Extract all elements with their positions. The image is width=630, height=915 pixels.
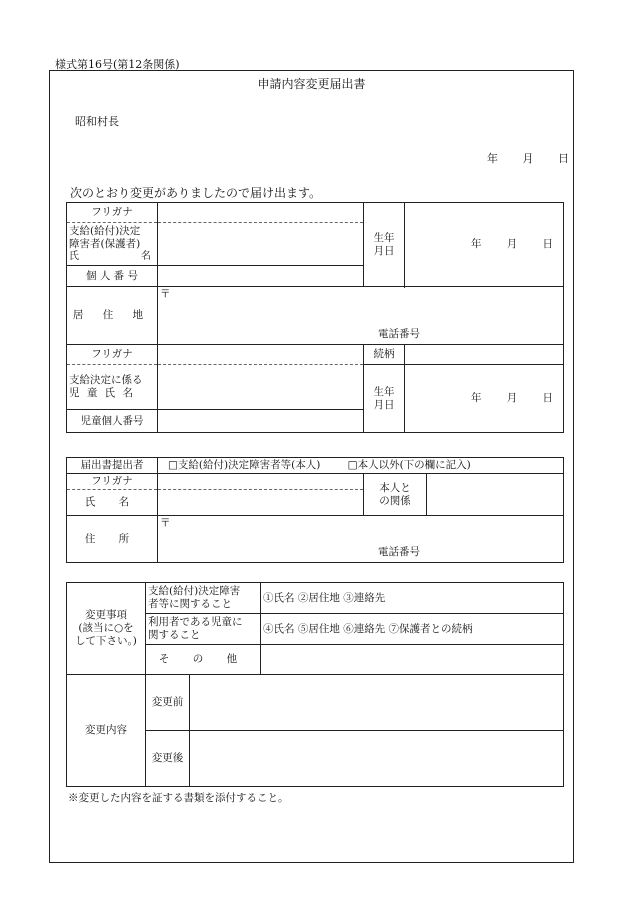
child-relation-field[interactable]: [405, 345, 564, 365]
form-title: 申請内容変更届出書: [257, 77, 366, 91]
change-row3-field[interactable]: [261, 645, 564, 675]
change-row3-label: そ の 他: [146, 645, 261, 675]
applicant-number-label: 個 人 番 号: [67, 266, 158, 287]
child-relation-label: 続柄: [364, 345, 405, 365]
submitter-label: 届出書提出者: [67, 458, 158, 474]
applicant-table: [66, 202, 564, 433]
applicant-address-label: 居 住 地: [67, 287, 158, 345]
footer-note: ※変更した内容を証する書類を添付すること。: [68, 792, 289, 804]
date-month: 月: [522, 152, 534, 165]
addressee: 昭和村長: [75, 115, 119, 128]
child-name-label: 支給決定に係る 児 童 氏 名: [67, 365, 158, 410]
phone-label: 電話番号: [378, 328, 420, 340]
changes-table: [66, 582, 564, 787]
submitter-table: [66, 457, 564, 563]
change-row1-label: 支給(給付)決定障害 者等に関すること: [146, 583, 261, 614]
child-furigana-label: フリガナ: [67, 345, 158, 365]
applicant-number-field[interactable]: [158, 266, 364, 287]
submitter-name-label: 氏 名: [67, 490, 158, 516]
after-field[interactable]: [190, 731, 564, 787]
change-row2-options[interactable]: ④氏名 ⑤居住地 ⑥連絡先 ⑦保護者との続柄: [261, 614, 564, 645]
applicant-furigana-label: フリガナ: [67, 203, 158, 223]
submitter-relation-label: 本人と の関係: [364, 474, 427, 516]
submission-date[interactable]: [487, 150, 569, 166]
child-number-label: 児童個人番号: [67, 410, 158, 433]
applicant-name-label: 支給(給付)決定 障害者(保護者) 氏 名: [67, 223, 158, 266]
child-name-field[interactable]: [158, 365, 364, 410]
submitter-relation-field[interactable]: [427, 474, 564, 516]
child-birth-label: 生年 月日: [364, 365, 405, 433]
submitter-postal-mark: 〒: [160, 517, 171, 529]
submitter-furigana-field[interactable]: [158, 474, 364, 490]
change-row2-label: 利用者である児童に 関すること: [146, 614, 261, 645]
applicant-birth-label: 生年 月日: [364, 203, 405, 287]
date-year: 年: [487, 152, 498, 165]
applicant-furigana-field[interactable]: [158, 203, 364, 223]
form-number: 様式第16号(第12条関係): [55, 58, 180, 71]
change-row1-options[interactable]: ①氏名 ②居住地 ③連絡先: [261, 583, 564, 614]
before-label: 変更前: [146, 675, 190, 731]
child-number-field[interactable]: [158, 410, 364, 433]
option-self-checkbox[interactable]: □支給(給付)決定障害者等(本人): [168, 459, 321, 471]
intro-text: 次のとおり変更がありましたので届け出ます。: [70, 186, 322, 200]
applicant-name-field[interactable]: [158, 223, 364, 266]
submitter-options: [158, 458, 564, 474]
applicant-address-field[interactable]: [158, 287, 564, 345]
submitter-address-label: 住 所: [67, 516, 158, 563]
change-content-label: 変更内容: [67, 675, 146, 787]
change-items-label: 変更事項 (該当に○を して下さい。): [67, 583, 146, 675]
submitter-furigana-label: フリガナ: [67, 474, 158, 490]
submitter-phone-label: 電話番号: [378, 546, 420, 558]
child-furigana-field[interactable]: [158, 345, 364, 365]
after-label: 変更後: [146, 731, 190, 787]
postal-mark: 〒: [160, 288, 171, 300]
option-other-checkbox[interactable]: □本人以外(下の欄に記入): [347, 459, 471, 471]
submitter-address-field[interactable]: [158, 516, 564, 563]
applicant-birth-field[interactable]: 年 月 日: [405, 203, 564, 287]
before-field[interactable]: [190, 675, 564, 731]
submitter-name-field[interactable]: [158, 490, 364, 516]
date-day: 日: [558, 152, 569, 165]
child-birth-field[interactable]: 年 月 日: [405, 365, 564, 433]
